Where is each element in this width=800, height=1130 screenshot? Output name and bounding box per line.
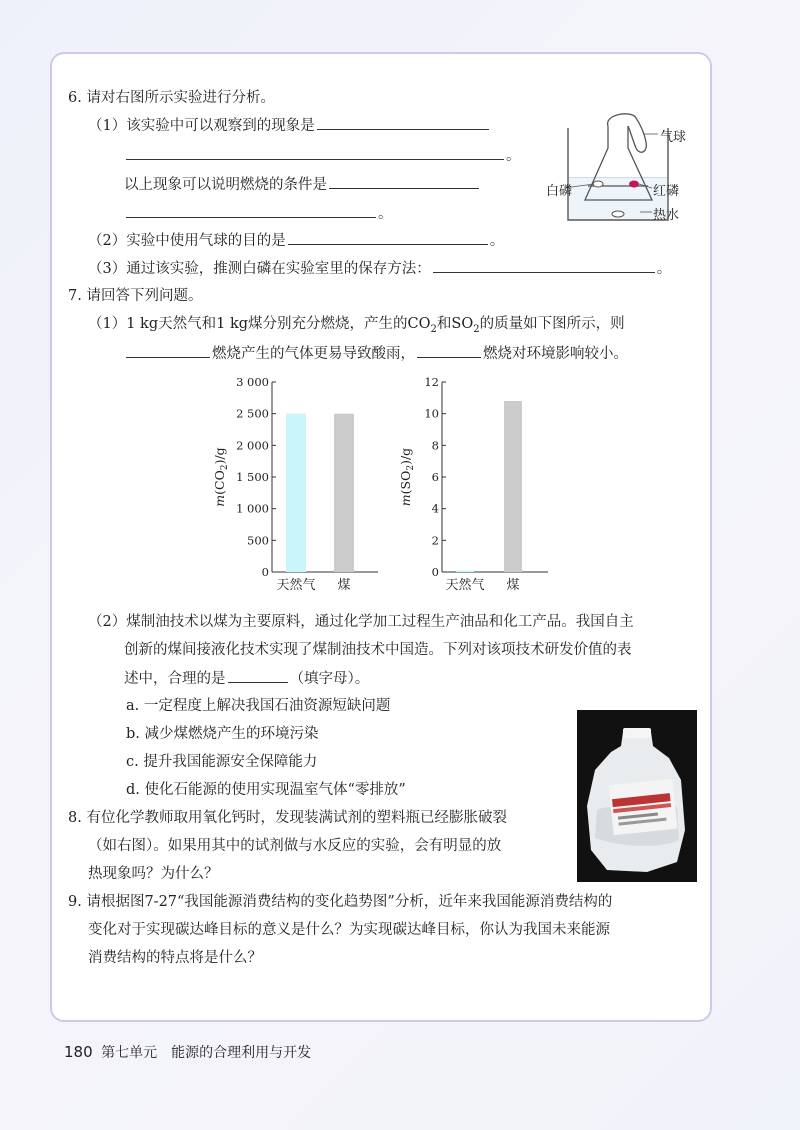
bar-coal xyxy=(334,414,354,572)
q6-s1-line2: 。 xyxy=(124,145,521,166)
q6-s1-line4: 。 xyxy=(124,203,393,224)
label-red-phosphorus: 红磷 xyxy=(653,184,680,199)
bar-coal xyxy=(504,401,522,572)
y-tick-label: 500 xyxy=(247,533,269,548)
q6-s2: （2）实验中使用气球的目的是 。 xyxy=(88,230,504,251)
y-tick-label: 2 500 xyxy=(236,406,269,421)
q6-title: 6. 请对右图所示实验进行分析。 xyxy=(68,90,275,106)
burst-bottle-photo xyxy=(577,710,697,882)
y-tick-label: 8 xyxy=(431,438,439,453)
x-category-label: 天然气 xyxy=(276,578,316,593)
co2-bar-chart xyxy=(210,370,380,602)
y-tick-label: 3 000 xyxy=(236,375,269,389)
q7-option-d: d. 使化石能源的使用实现温室气体“零排放” xyxy=(126,782,406,798)
page-footer xyxy=(64,1042,311,1062)
q7-title: 7. 请回答下列问题。 xyxy=(68,288,203,304)
answer-blank[interactable] xyxy=(417,343,481,358)
q6-s1-line3: 以上现象可以说明燃烧的条件是 xyxy=(124,174,481,195)
label-balloon: 气球 xyxy=(660,130,687,145)
q7-s1-line2: 燃烧产生的气体更易导致酸雨， 燃烧对环境影响较小。 xyxy=(124,343,628,364)
x-category-label: 煤 xyxy=(506,578,520,593)
y-tick-label: 4 xyxy=(431,501,439,516)
answer-blank[interactable] xyxy=(433,258,655,273)
y-tick-label: 6 xyxy=(431,470,439,484)
q6-s1-line1: （1）该实验中可以观察到的现象是 xyxy=(88,115,491,136)
q8-line3: 热现象吗？为什么？ xyxy=(88,866,219,882)
answer-blank[interactable] xyxy=(126,145,504,160)
y-tick-label: 1 000 xyxy=(236,501,269,516)
answer-blank[interactable] xyxy=(126,203,376,218)
q7-s1-line1: （1）1 kg天然气和1 kg煤分别充分燃烧，产生的$CO_2$和$SO_2$的质量如下图所示，则 xyxy=(88,316,625,335)
x-category-label: 天然气 xyxy=(445,578,485,593)
y-tick-label: 0 xyxy=(431,565,439,579)
y-tick-label: 10 xyxy=(424,406,439,421)
answer-blank[interactable] xyxy=(288,230,488,245)
label-white-phosphorus: 白磷 xyxy=(546,184,573,199)
y-axis-label: $m(SO_2)/g$ xyxy=(398,447,416,507)
q7-option-a: a. 一定程度上解决我国石油资源短缺问题 xyxy=(126,698,391,714)
y-tick-label: 1 500 xyxy=(236,470,269,484)
q7-s2-line1: （2）煤制油技术以煤为主要原料，通过化学加工过程生产油品和化工产品。我国自主 xyxy=(88,614,634,630)
y-tick-label: 2 000 xyxy=(236,438,269,453)
q6-s3: （3）通过该实验，推测白磷在实验室里的保存方法： 。 xyxy=(88,258,671,279)
unit-title: 第七单元 能源的合理利用与开发 xyxy=(101,1045,312,1061)
q8-line2: （如右图）。如果用其中的试剂做与水反应的实验，会有明显的放 xyxy=(88,838,502,854)
so2-bar-chart xyxy=(400,370,550,602)
y-tick-label: 2 xyxy=(431,533,439,548)
y-axis-label: $m(CO_2)/g$ xyxy=(212,447,230,507)
y-tick-label: 12 xyxy=(424,375,439,389)
white-phosphorus xyxy=(593,181,603,187)
bar-natural-gas xyxy=(456,570,474,572)
q7-option-b: b. 减少煤燃烧产生的环境污染 xyxy=(126,726,319,742)
q7-s2-line3: 述中，合理的是 （填字母）。 xyxy=(124,668,369,689)
white-phosphorus-underwater xyxy=(612,211,624,217)
answer-blank[interactable] xyxy=(329,174,479,189)
answer-blank[interactable] xyxy=(317,115,489,130)
x-category-label: 煤 xyxy=(337,578,351,593)
bar-natural-gas xyxy=(286,414,306,572)
q9-line2: 变化对于实现碳达峰目标的意义是什么？为实现碳达峰目标，你认为我国未来能源 xyxy=(88,922,610,938)
answer-blank[interactable] xyxy=(126,343,210,358)
page-number: 180 xyxy=(64,1043,93,1061)
q9-line3: 消费结构的特点将是什么？ xyxy=(88,950,262,966)
q9-line1: 9. 请根据图7-27“我国能源消费结构的变化趋势图”分析，近年来我国能源消费结构的 xyxy=(68,894,613,910)
q8-line1: 8. 有位化学教师取用氧化钙时，发现装满试剂的塑料瓶已经膨胀破裂 xyxy=(68,810,507,826)
y-tick-label: 0 xyxy=(261,565,269,579)
label-hot-water: 热水 xyxy=(653,208,680,223)
red-phosphorus xyxy=(629,181,639,188)
q7-option-c: c. 提升我国能源安全保障能力 xyxy=(126,754,318,770)
answer-blank[interactable] xyxy=(228,668,288,683)
balloon xyxy=(608,114,647,152)
bottle-icon xyxy=(577,710,697,882)
q7-s2-line2: 创新的煤间接液化技术实现了煤制油技术中国造。下列对该项技术研发价值的表 xyxy=(124,642,632,658)
